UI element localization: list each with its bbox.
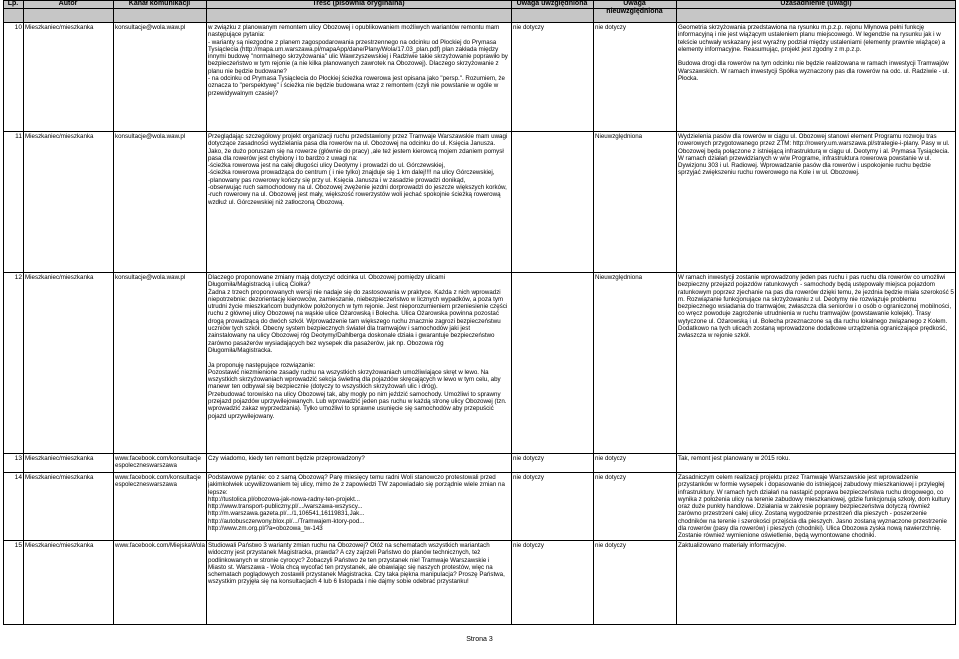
row-number: 15 bbox=[14, 542, 22, 549]
cell-kanal: www.facebook.com/konsultacje espoleczneswarszawa bbox=[115, 455, 201, 470]
row-border bbox=[3, 624, 956, 625]
cell-tresc: Podstawowe pytanie: co z samą Obozową? Parę miesięcy temu radni Woli stanowczo protestowali przed jakimkolwiek ucywilizowaniem tej ulicy, mimo że z zapowiedzi TW zapowiadało się porządnie wiele zmian na lepsze: http://tustolica.pl/obozowa-jak-nowa-radny-ten-projekt... http://www.transport-publiczny.pl/.../warszawa-wszyscy... http://m.warszawa.gazeta.pl/.../1,106541,16119831,Jak... http://autobusczerwony.blox.pl/.../Tramwajem-ktory-pod... http://www.zm.org.pl/?a=obozowa_tw-143 bbox=[208, 474, 505, 533]
header-nieuwzgledniona-word: nieuwzględniona bbox=[606, 8, 663, 15]
row-number: 13 bbox=[14, 455, 22, 462]
row-number: 12 bbox=[14, 274, 22, 281]
cell-uzasadnienie: Geometria skrzyżowania przedstawiona na rysunku m.p.z.p. rejonu Młynowa pełni funkcję informacyjną i nie jest wiążącym ustaleniem planu miejscowego. W legendzie na rysunku jak i w tekście uchwały wskazany jest wyraźny podział między ustaleniami (elementy prawnie wiążące) a elementy informacyjne. Reasumując, projekt jest zgodny z m.p.z.p. Budowa drogi dla rowerów na tym odcinku nie będzie realizowana w ramach inwestycji Tramwajów Warszawskich. W ramach inwestycji Spółka wyznaczony pas dla rowerów na odc. ul. Radziwie - ul. Płocka. bbox=[678, 24, 950, 83]
cell-uzasadnienie: Tak, remont jest planowany w 2015 roku. bbox=[678, 455, 791, 462]
cell-uzasadnienie: Wydzielenia pasów dla rowerów w ciągu ul. Obozowej stanowi element Programu rozwoju tras rowerowych przygotowanego przez ZTM: http://rowery.um.warszawa.pl/strategie-i-plany. Pasy w ul. Obozowej będą połączone z istniejącą infrastrukturą w ciągu ul. Deotymy i al. Prymasa Tysiąclecia. W ramach działań przewidzianych w w/w Programe, infrastruktura rowerowa powstanie w ul. Dywizjonu 303 i ul. Radiowej. Wprowadzanie pasów dla rowerów i uspokojenie ruchu będzie sprzyjać zwiększeniu ruchu rowerowego na Kole i w ul. Obozowej. bbox=[678, 133, 950, 177]
cell-uwzgledniona: nie dotyczy bbox=[513, 542, 544, 549]
col-border bbox=[593, 0, 594, 625]
row-border bbox=[3, 22, 956, 23]
row-number: 11 bbox=[15, 133, 22, 140]
row-number: 14 bbox=[14, 474, 22, 481]
cell-tresc: Dlaczego proponowane zmiany mają dotyczyć odcinka ul. Obozowej pomiędzy ulicami Długomiła/Magistracką i ulicą Ciołka? Żadna z trzech proponowanych wersji nie nadaje się do zastosowania w praktyce. Każda z nich wprowadzi niepotrzebnie: dezorientację kierowców, zamieszanie, niebezpieczeństwo w licznych wypadków, a poza tym utrudni życie mieszkańcom budynków położonych w tym rejonie. Jest nieporozumieniem przeniesienie części ruchu z głównej ulicy Obozowej na wąskie ulice Ożarowską i Bolecha. Ulica Ożarowska powinna pozostać drogą prowadzącą do dwóch szkół. Wprowadzenie tam większego ruchu znacznie zagrozi bezpieczeństwu uczniów tych szkół. Obecny system bezpiecznych świateł dla tramwajów i samochodów jaki jest zainstalowany na ulicy Obozowej róg Deotymy/Dahlberga doskonale działa i gwarantuje bezpieczeństwo zarówno pasażerów wysiadających bez wysepek dla pasażerów, jak np. Obozowa róg Długomiła/Magistracka. Ja proponuję następujące rozwiązanie: Pozostawić niezmienione zasady ruchu na wszystkich skrzyżowaniach umożliwiające skręt w lewo. Na wszystkich skrzyżowaniach wprowadzić sekcja świetlną dla pojazdów skręcających w lewo w tym celu, aby manewr ten odbywał się bezpiecznie (dotyczy to wszystkich skrzyżowań ulic i dróg). Przebudować torowisko na ulicy Obozowej tak, aby mogły po nim jeździć samochody. Umożliwi to sprawny przejazd pojazdów uprzywilejowanych. Lub wprowadzić jeden pas ruchu w każdą stronę ulicy Obozowej (tzn. wprowadzić zakaz wyprzedzania). Tylko umożliwi to sprawne usunięcie się samochodów aby przepuścić pojazd uprzywilejowany. bbox=[208, 274, 508, 420]
cell-nieuwzgledniona: nie dotyczy bbox=[595, 24, 626, 31]
cell-uwzgledniona: nie dotyczy bbox=[513, 474, 544, 481]
cell-nieuwzgledniona: Nieuwzględniona bbox=[595, 274, 643, 281]
row-border bbox=[3, 472, 956, 473]
header-uwaga-uwzgledniona: Uwaga uwzględniona bbox=[516, 0, 588, 7]
col-border bbox=[206, 0, 207, 625]
col-border bbox=[511, 0, 512, 625]
cell-tresc: w związku z planowanym remontem ulicy Obozowej i opublikowaniem możliwych wariantów remontu mam następujące pytania: - warianty są niezgodne z planem zagospodarowania przestrzennego na odcinku od Płockiej do Prymasa Tysiąclecia (http://mapa.um.warszawa.pl/mapaApp/dane/Plany/Wola/17.03_plan.pdf) plan zakłada między innymi budowę "normalnego skrzyżowania" ulic Wawrzyszewskiej i Radziwie takie skrzyżowanie poprawiło by bezpieczeństwo w tym rejonie (a nie kilka planowanych zawrotek na Obozowej). Dlaczego skrzyżowanie z planu nie będzie budowane? - na odcinku od Prymasa Tysiąclecia do Płockiej ścieżka rowerowa jest opisana jako "persp.". Rozumiem, że oznacza to "perspektywę" i ścieżka nie będzie budowana wraz z remontem (czyli nie powstanie w ogóle w przewidywalnym czasie)? bbox=[208, 24, 508, 97]
cell-nieuwzgledniona: Nieuwzględniona bbox=[595, 133, 643, 140]
cell-nieuwzgledniona: nie dotyczy bbox=[595, 542, 626, 549]
row-border bbox=[3, 8, 956, 9]
row-number: 10 bbox=[14, 24, 22, 31]
cell-autor: Mieszkaniec/mieszkanka bbox=[25, 455, 94, 462]
cell-uzasadnienie: W ramach inwestycji zostanie wprowadzony jeden pas ruchu i pas ruchu dla rowerów co umożliwi bezpieczny przejazd pojazdów ratunkowych - samochody będą ustępowały miejsca pojazdom ratunkowym poprzez zjechanie na pas dla rowerów dzięki temu, że jezdnia będzie miała szerokość 5 m. Rozwiązanie funkcjonujące na skrzyżowaniu z ul. Deotymy nie rozwiązuje problemu bezpiecznego wsiadania do tramwajów, zwłaszcza dla seniorów i o osób o ograniczonej mobilności, co wręcz powoduje zagrożenie utrudnienia w ruchu tramwajów (powstawanie kolejek). Trasy wytyczone ul. Ożarowską i ul. Bolecha przeznaczone są dla ruchu lokalnego związanego z Kołem. Dodatkowo na tych ulicach zostaną wprowadzone dodatkowe urządzenia ograniczające prędkość, zwłaszcza w rejonie szkół. bbox=[678, 274, 954, 340]
header-lp: Lp. bbox=[7, 0, 19, 7]
col-border bbox=[3, 0, 4, 625]
row-border bbox=[3, 131, 956, 132]
cell-tresc: Studiowali Państwo 3 warianty zmian ruchu na Obozowej? Otóż na schematach wszystkich wariantach widoczny jest przystanek Magistracka, prawda? A czy zajrzeli Państwo do planów technicznych, też podlinkowanych w stronie cyrocyc? Zobaczyli Państwo że ten przystanek nie! Tramwaje Warszawskie i Miasto st. Warszawa - Wola chcą wycofać ten przystanek, ale obawiając się naszych protestów, więc na schematach poglądowych zostawili przystanek Magistracka. Czy taka piękna manipulacja? Proszę Państwa, wszystkim przyjęła się na konsultacjach 4 lub 6 listopada i nie dajmy sobie odebrać przystanku! bbox=[208, 542, 505, 586]
cell-tresc: Przeglądając szczegółowy projekt organizacji ruchu przedstawiony przez Tramwaje Warszawskie mam uwagi dotyczące zasadności wydzielania pasa dla rowerów na ul. Obozowej na odcinku do ul. Księcia Janusza. Jako, że dużo poruszam się na rowerze (głównie do pracy) ,ale też jestem kierowcą mojem zdaniem pomysł pasa dla rowerów jest chybiony i to bardzo z uwagi na: -ścieżka rowerowa jest na całej długości ulicy Deotymy i prowadzi do ul. Górczewskiej, -ścieżka rowerowa prowadząca do centrum ( i nie tylko) znajduje się 1 km dalej!!!! na ulicy Górczewskiej, -planowany pas rowerowy kończy się przy ul. Księcia Janusza i w zasadzie prowadzi donikąd, -obserwując ruch samochodowy na ul. Obozowej zwężenie jezdni dorprowadzi do jeszcze większych korków, -ruch rowerowy na ul. Obozowej jest mały, większość rowerzystów woli jechać spokojnie ścieżką rowerową wzdłuż ul. Górczewskiej niż zatłoczoną Obozową. bbox=[208, 133, 508, 206]
cell-autor: Mieszkaniec/mieszkanka bbox=[25, 133, 94, 140]
cell-nieuwzgledniona: nie dotyczy bbox=[595, 455, 626, 462]
cell-kanal: konsultacje@wola.waw.pl bbox=[115, 24, 186, 31]
row-border bbox=[3, 272, 956, 273]
row-border bbox=[3, 0, 956, 1]
row-border bbox=[3, 453, 956, 454]
cell-autor: Mieszkaniec/mieszkanka bbox=[25, 274, 94, 281]
col-border bbox=[676, 0, 677, 625]
cell-uzasadnienie: Zaktualizowano materiały informacyjne. bbox=[678, 542, 787, 549]
header-uzasadnienie: Uzasadnienie (uwagi) bbox=[780, 0, 852, 7]
cell-uwzgledniona: nie dotyczy bbox=[513, 24, 544, 31]
cell-uwzgledniona: nie dotyczy bbox=[513, 455, 544, 462]
cell-autor: Mieszkaniec/mieszkanka bbox=[25, 24, 94, 31]
header-uwaga-word: Uwaga bbox=[623, 0, 646, 7]
page-footer: Strona 3 bbox=[466, 636, 493, 643]
cell-tresc: Czy wiadomo, kiedy ten remont będzie przeprowadzony? bbox=[208, 455, 365, 462]
cell-autor: Mieszkaniec/mieszkanka bbox=[25, 542, 94, 549]
cell-kanal: konsultacje@wola.waw.pl bbox=[115, 274, 186, 281]
header-kanal: Kanał komunikacji bbox=[128, 0, 191, 7]
cell-kanal: konsultacje@wola.waw.pl bbox=[115, 133, 186, 140]
row-border bbox=[3, 540, 956, 541]
cell-kanal: www.facebook.com/konsultacje espoleczneswarszawa bbox=[115, 474, 201, 489]
cell-autor: Mieszkaniec/mieszkanka bbox=[25, 474, 94, 481]
header-tresc: Treść (pisownia oryginalna) bbox=[312, 0, 405, 7]
col-border bbox=[23, 0, 24, 625]
header-autor: Autor bbox=[58, 0, 78, 7]
col-border bbox=[113, 0, 114, 625]
cell-uzasadnienie: Zasadniczym celem realizacji projektu przez Tramwaje Warszawskie jest wprowadzenie przystanków w formie wysepek i dopasowanie do istniejącej zabudowy mieszkaniowej i przyległej infrastruktury. W ramach tych działań na nastąpić poprawa bezpieczeństwa ruchu drogowego, co wynika z położenia ulicy na terenie zabudowy mieszkaniowej, gdzie funkcjonują szkoły, dom kultury oraz duże punkty handlowe. Działania w zakresie poprawy bezpieczeństwa dotyczą również zarówno przestrzeni całej ulicy. Zostaną wygodzenie przestrzeń dla pieszych - poszerzenie chodników na terenie i szerokości przejścia dla pieszych. Jasno zostaną wyznaczone przestrzenie dla rowerów (pasy dla rowerów) i pieszych (chodniki). Ulica Obozowa zyska nową nawierzchnię. Zostanie również wymienione oświetlenie, będą wymontowane chodniki. bbox=[678, 474, 950, 539]
cell-nieuwzgledniona: nie dotyczy bbox=[595, 474, 626, 481]
col-border bbox=[955, 0, 956, 625]
cell-kanal: www.facebook.com/MiejskaWola bbox=[115, 542, 205, 549]
